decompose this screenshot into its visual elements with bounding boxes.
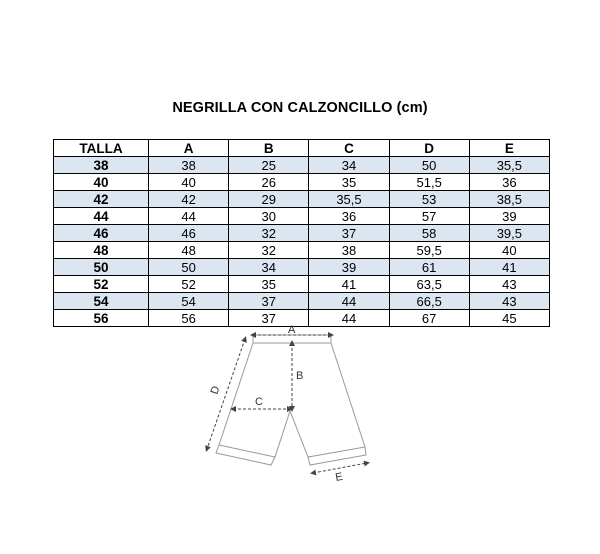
table-row bbox=[54, 157, 550, 174]
table-header-row bbox=[54, 140, 550, 157]
table-row bbox=[54, 225, 550, 242]
measure-cell: 43 bbox=[469, 293, 549, 310]
measure-cell: 34 bbox=[309, 157, 389, 174]
table-row bbox=[54, 293, 550, 310]
measure-cell: 38 bbox=[149, 157, 229, 174]
measure-cell: 63,5 bbox=[389, 276, 469, 293]
measure-cell: 46 bbox=[149, 225, 229, 242]
size-cell: 44 bbox=[54, 208, 149, 225]
chart-title: NEGRILLA CON CALZONCILLO (cm) bbox=[172, 100, 428, 116]
size-cell: 54 bbox=[54, 293, 149, 310]
measure-cell: 39,5 bbox=[469, 225, 549, 242]
measure-cell: 43 bbox=[469, 276, 549, 293]
size-cell: 46 bbox=[54, 225, 149, 242]
measure-cell: 37 bbox=[229, 310, 309, 327]
measure-cell: 32 bbox=[229, 225, 309, 242]
measure-cell: 58 bbox=[389, 225, 469, 242]
measure-cell: 51,5 bbox=[389, 174, 469, 191]
measure-cell: 50 bbox=[389, 157, 469, 174]
size-cell: 38 bbox=[54, 157, 149, 174]
measure-cell: 35 bbox=[309, 174, 389, 191]
size-cell: 52 bbox=[54, 276, 149, 293]
measure-cell: 59,5 bbox=[389, 242, 469, 259]
label-d: D bbox=[208, 384, 223, 397]
table-row bbox=[54, 174, 550, 191]
measure-cell: 35,5 bbox=[469, 157, 549, 174]
measure-cell: 45 bbox=[469, 310, 549, 327]
label-c: C bbox=[255, 396, 263, 408]
measure-cell: 41 bbox=[469, 259, 549, 276]
shorts-diagram bbox=[195, 323, 395, 493]
header-e: E bbox=[469, 140, 549, 157]
measure-cell: 42 bbox=[149, 191, 229, 208]
header-c: C bbox=[309, 140, 389, 157]
measure-cell: 53 bbox=[389, 191, 469, 208]
size-cell: 56 bbox=[54, 310, 149, 327]
size-cell: 50 bbox=[54, 259, 149, 276]
measure-cell: 36 bbox=[469, 174, 549, 191]
measure-cell: 61 bbox=[389, 259, 469, 276]
measure-cell: 40 bbox=[149, 174, 229, 191]
measure-cell: 57 bbox=[389, 208, 469, 225]
measure-cell: 44 bbox=[149, 208, 229, 225]
measure-cell: 52 bbox=[149, 276, 229, 293]
table-row bbox=[54, 191, 550, 208]
measure-cell: 67 bbox=[389, 310, 469, 327]
header-a: A bbox=[149, 140, 229, 157]
measure-cell: 48 bbox=[149, 242, 229, 259]
shorts-outline bbox=[216, 335, 366, 465]
size-table bbox=[53, 139, 550, 327]
measure-cell: 41 bbox=[309, 276, 389, 293]
measure-cell: 36 bbox=[309, 208, 389, 225]
table-body bbox=[54, 157, 550, 327]
measure-cell: 26 bbox=[229, 174, 309, 191]
measure-cell: 34 bbox=[229, 259, 309, 276]
measure-cell: 50 bbox=[149, 259, 229, 276]
measure-cell: 38 bbox=[309, 242, 389, 259]
table-row bbox=[54, 208, 550, 225]
measure-cell: 32 bbox=[229, 242, 309, 259]
measure-cell: 35 bbox=[229, 276, 309, 293]
measure-cell: 44 bbox=[309, 293, 389, 310]
table-row bbox=[54, 259, 550, 276]
measure-cell: 44 bbox=[309, 310, 389, 327]
measure-cell: 39 bbox=[309, 259, 389, 276]
measure-cell: 29 bbox=[229, 191, 309, 208]
measure-cell: 35,5 bbox=[309, 191, 389, 208]
size-cell: 48 bbox=[54, 242, 149, 259]
measure-cell: 37 bbox=[309, 225, 389, 242]
measure-cell: 56 bbox=[149, 310, 229, 327]
measure-cell: 40 bbox=[469, 242, 549, 259]
header-d: D bbox=[389, 140, 469, 157]
label-b: B bbox=[296, 370, 304, 382]
measure-cell: 37 bbox=[229, 293, 309, 310]
header-b: B bbox=[229, 140, 309, 157]
measure-cell: 30 bbox=[229, 208, 309, 225]
label-e: E bbox=[334, 470, 344, 484]
label-a: A bbox=[288, 324, 296, 336]
measure-cell: 54 bbox=[149, 293, 229, 310]
measure-cell: 66,5 bbox=[389, 293, 469, 310]
measure-cell: 38,5 bbox=[469, 191, 549, 208]
measure-cell: 25 bbox=[229, 157, 309, 174]
shorts-illustration bbox=[195, 323, 395, 493]
table-row bbox=[54, 242, 550, 259]
header-talla: TALLA bbox=[54, 140, 149, 157]
measure-cell: 39 bbox=[469, 208, 549, 225]
table-row bbox=[54, 276, 550, 293]
size-cell: 40 bbox=[54, 174, 149, 191]
size-cell: 42 bbox=[54, 191, 149, 208]
